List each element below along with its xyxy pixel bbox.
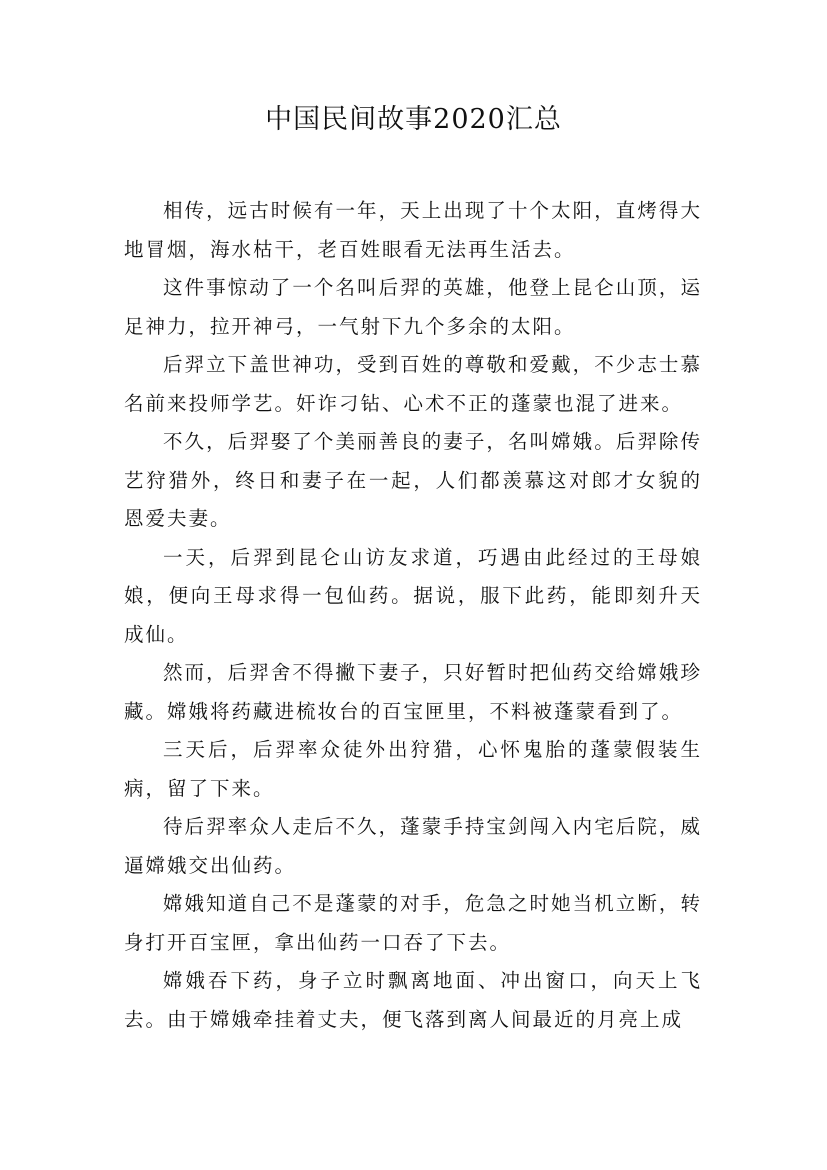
paragraph: 待后羿率众人走后不久，蓬蒙手持宝剑闯入内宅后院，威逼嫦娥交出仙药。 (124, 815, 702, 877)
document-body (124, 192, 702, 1039)
paragraph: 相传，远古时候有一年，天上出现了十个太阳，直烤得大地冒烟，海水枯干，老百姓眼看无法再生活去。 (124, 199, 702, 261)
document-title: 中国民间故事2020汇总 (265, 104, 562, 135)
paragraph: 后羿立下盖世神功，受到百姓的尊敬和爱戴，不少志士慕名前来投师学艺。奸诈刁钻、心术不正的蓬蒙也混了进来。 (124, 353, 702, 415)
paragraph: 嫦娥吞下药，身子立时飘离地面、冲出窗口，向天上飞去。由于嫦娥牵挂着丈夫，便飞落到离人间最近的月亮上成 (124, 969, 702, 1031)
paragraph: 一天，后羿到昆仑山访友求道，巧遇由此经过的王母娘娘，便向王母求得一包仙药。据说，服下此药，能即刻升天成仙。 (124, 545, 702, 646)
paragraph: 嫦娥知道自己不是蓬蒙的对手，危急之时她当机立断，转身打开百宝匣，拿出仙药一口吞了下去。 (124, 892, 702, 954)
paragraph: 这件事惊动了一个名叫后羿的英雄，他登上昆仑山顶，运足神力，拉开神弓，一气射下九个多余的太阳。 (124, 276, 702, 338)
paragraph: 然而，后羿舍不得撇下妻子，只好暂时把仙药交给嫦娥珍藏。嫦娥将药藏进梳妆台的百宝匣里，不料被蓬蒙看到了。 (124, 661, 702, 723)
paragraph: 三天后，后羿率众徒外出狩猎，心怀鬼胎的蓬蒙假装生病，留了下来。 (124, 738, 702, 800)
paragraph: 不久，后羿娶了个美丽善良的妻子，名叫嫦娥。后羿除传艺狩猎外，终日和妻子在一起，人们都羡慕这对郎才女貌的恩爱夫妻。 (124, 430, 702, 530)
